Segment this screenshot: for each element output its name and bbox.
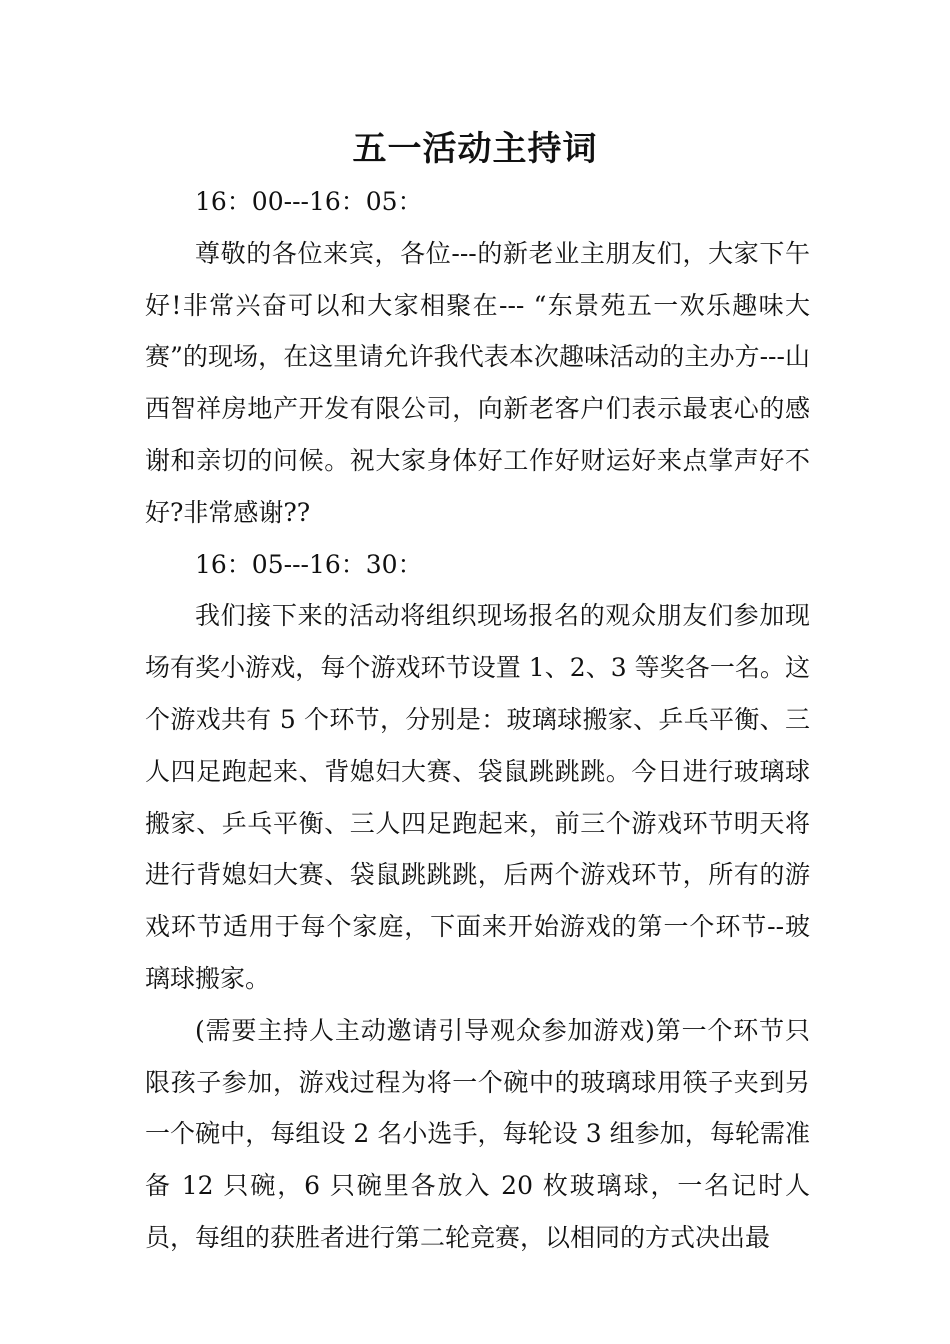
document-body xyxy=(145,176,810,1264)
paragraph-welcome: 尊敬的各位来宾，各位---的新老业主朋友们，大家下午好!非常兴奋可以和大家相聚在--- “东景苑五一欢乐趣味大赛”的现场，在这里请允许我代表本次趣味活动的主办方---山西智祥房地产开发有限公司，向新老客户们表示最衷心的感谢和亲切的问候。祝大家身体好工作好财运好来点掌声好不好?非常感谢?? xyxy=(145,238,810,527)
paragraph-first-game: (需要主持人主动邀请引导观众参加游戏)第一个环节只限孩子参加，游戏过程为将一个碗中的玻璃球用筷子夹到另一个碗中，每组设 2 名小选手，每轮设 3 组参加，每轮需准备 12 只碗，6 只碗里各放入 20 枚玻璃球，一名记时人员，每组的获胜者进行第二轮竞赛，以相同的方式决出最 xyxy=(145,1015,810,1252)
document-title: 五一活动主持词 xyxy=(352,129,598,169)
time-range-1: 16：00---16：05： xyxy=(195,187,423,216)
time-range-2: 16：05---16：30： xyxy=(195,549,423,579)
paragraph-games-intro: 我们接下来的活动将组织现场报名的观众朋友们参加现场有奖小游戏，每个游戏环节设置 1、2、3 等奖各一名。这个游戏共有 5 个环节，分别是：玻璃球搬家、乒乓平衡、三人四足跑起来、背媳妇大赛、袋鼠跳跳跳。今日进行玻璃球搬家、乒乓平衡、三人四足跑起来，前三个游戏环节明天将进行背媳妇大赛、袋鼠跳跳跳，后两个游戏环节，所有的游戏环节适用于每个家庭，下面来开始游戏的第一个环节--玻璃球搬家。 xyxy=(145,601,810,993)
